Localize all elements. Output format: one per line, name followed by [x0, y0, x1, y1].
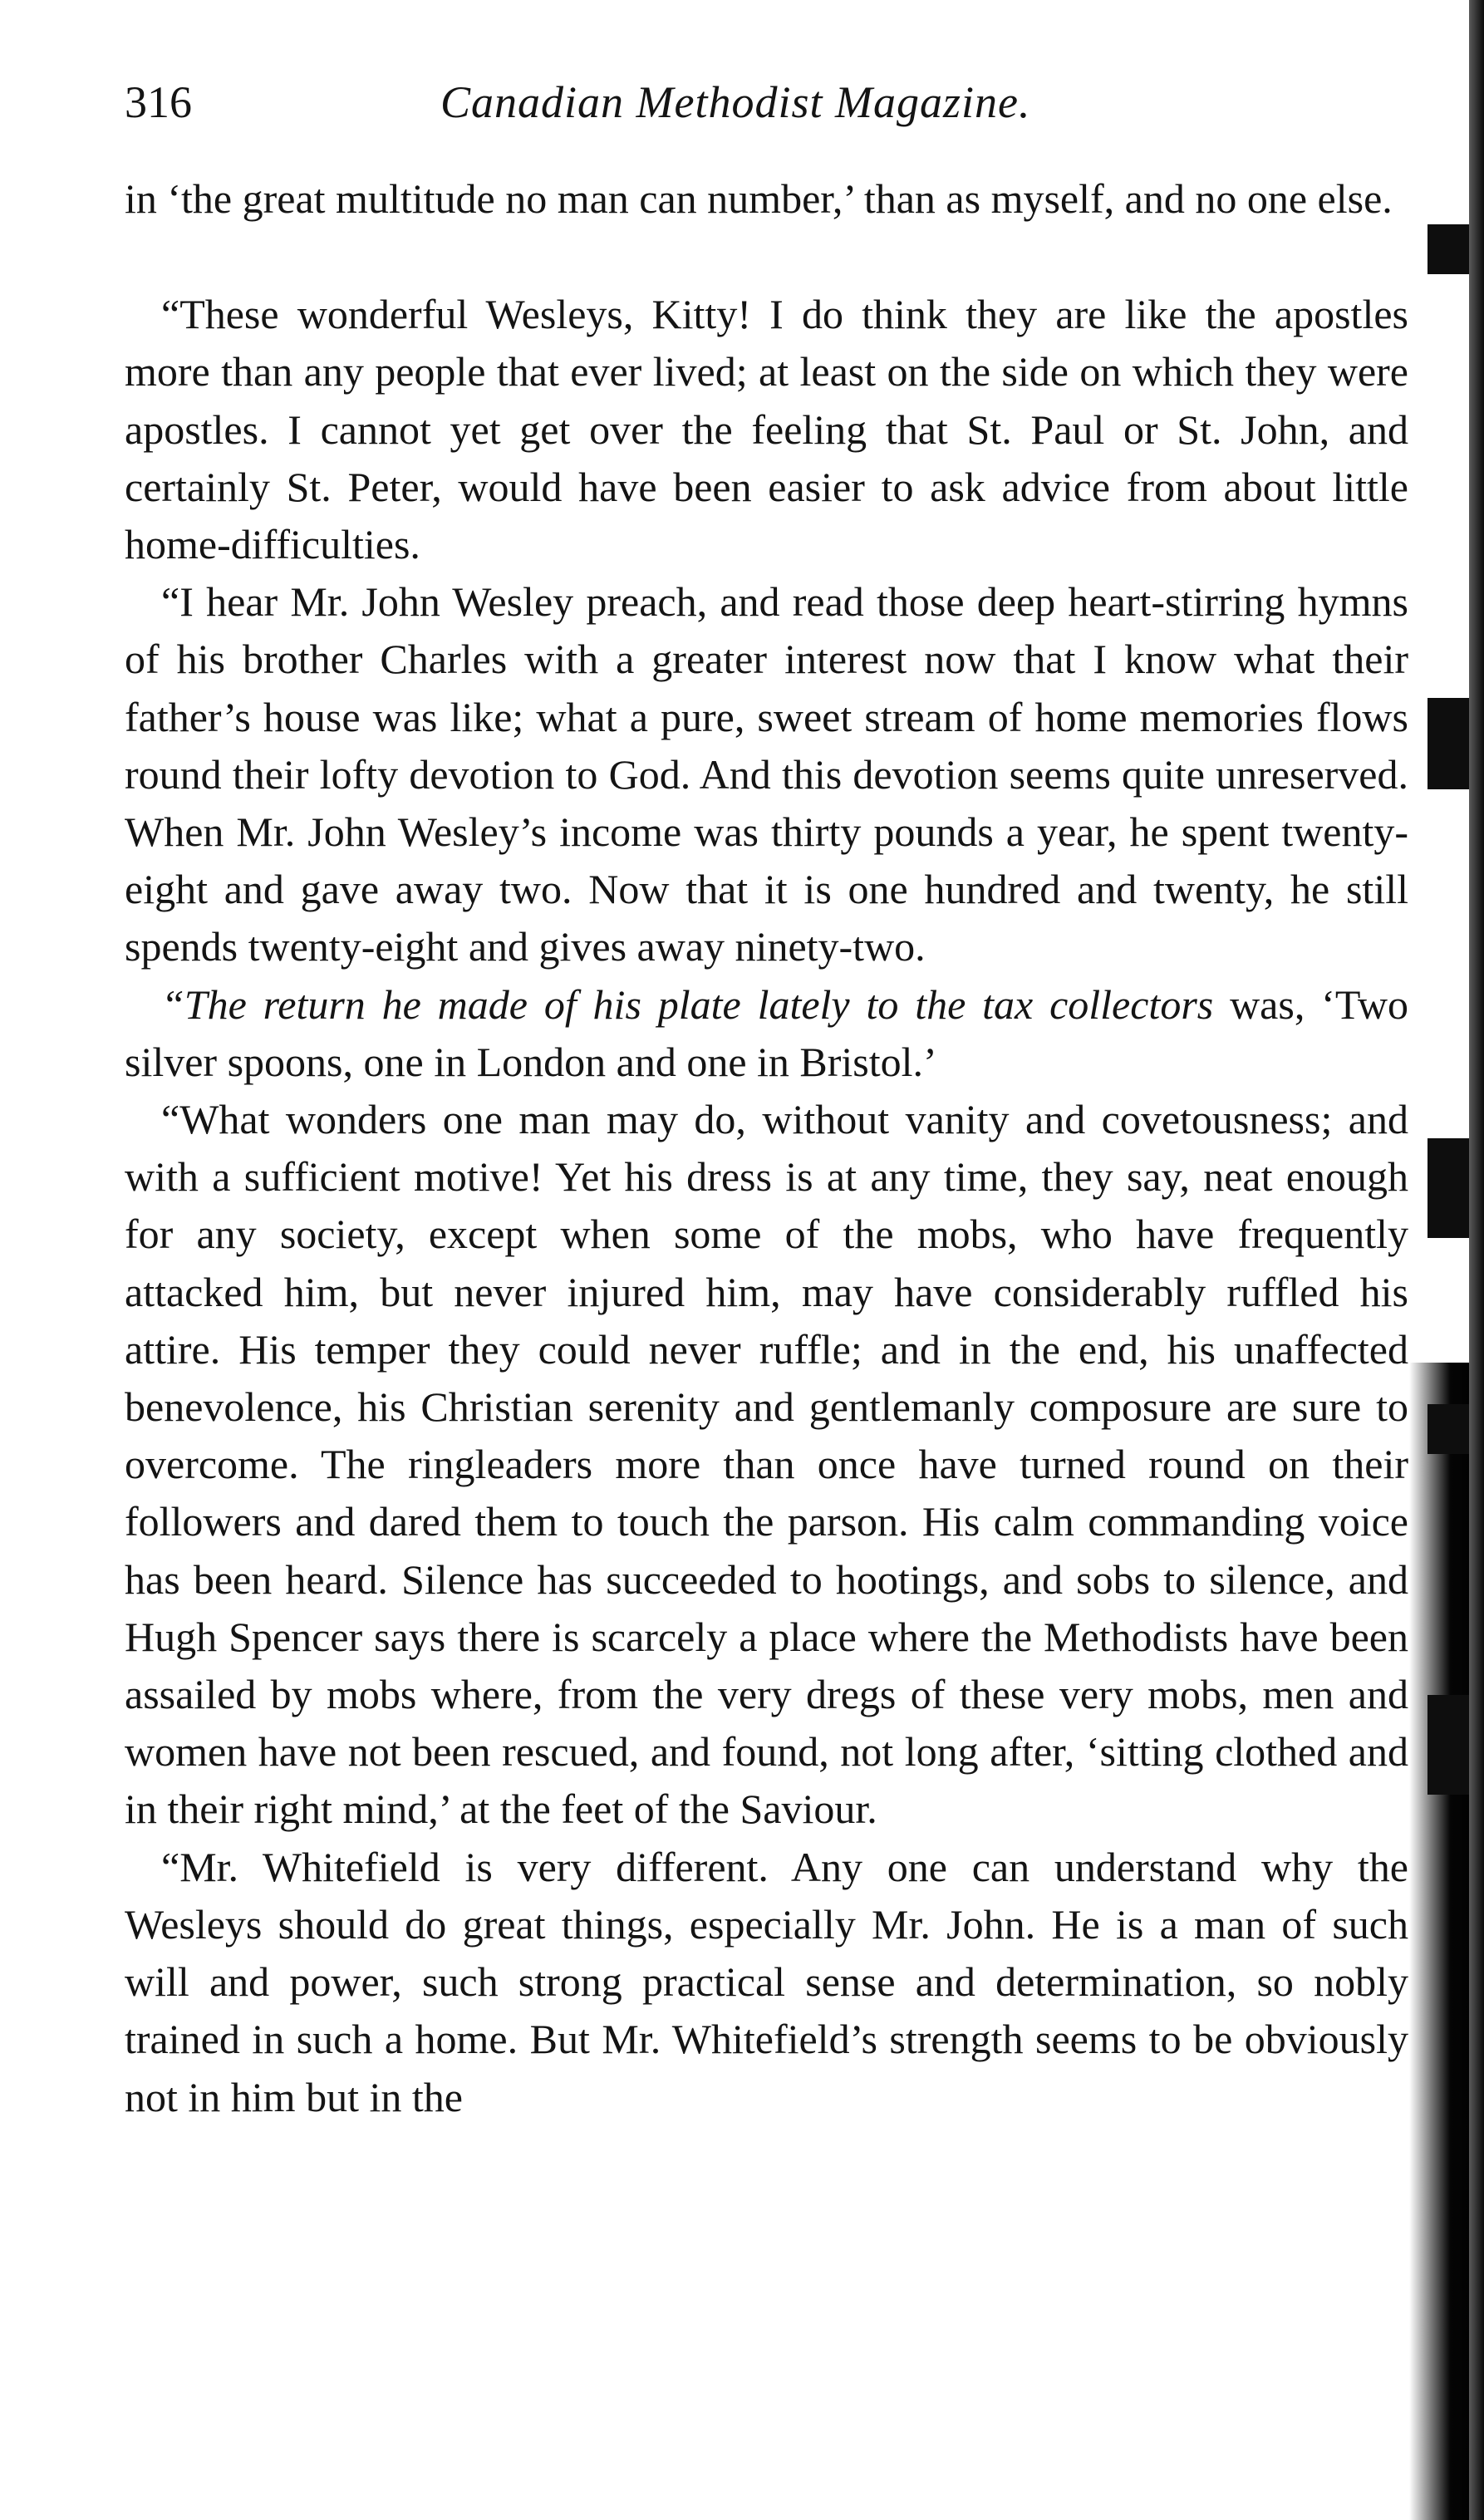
- paragraph-wesley-preach: “I hear Mr. John Wesley preach, and read those deep heart-stirring hymns of his brother Charles with a greater interest now that I know what their father’s house was like; what a pure, sweet stream of home memories flows round their lofty devotion to God. And this devotion seems quite unreserved. When Mr. John Wesley’s income was thirty pounds a year, he spent twenty-eight and gave away two. Now that it is one hundred and twenty, he still spends twenty-eight and gives away ninety-two.: [125, 578, 1408, 970]
- binding-notch: [1427, 224, 1469, 274]
- tax-return-roman: was, ‘Two silver spoons, one in London and one in Bristol.’: [125, 980, 1408, 1085]
- paragraph-gap: [125, 228, 1408, 286]
- page-header: [125, 76, 1421, 143]
- binding-notch: [1427, 1695, 1469, 1795]
- binding-notch: [1427, 698, 1469, 789]
- binding-notch: [1427, 1404, 1469, 1454]
- page-number: 316: [125, 77, 192, 127]
- paragraph-whitefield: “Mr. Whitefield is very different. Any one can understand why the Wesleys should do great things, especially Mr. John. He is a man of such will and power, such strong practical sense and determination, so nobly trained in such a home. But Mr. Whitefield’s strength seems to be obviously not in him but in the: [125, 1843, 1408, 2120]
- paragraph-wesleys-apostles: “These wonderful Wesleys, Kitty! I do think they are like the apostles more than any people that ever lived; at least on the side on which they were apostles. I cannot yet get over the feeling that St. Paul or St. John, and certainly St. Peter, would have been easier to ask advice from about little home-difficulties.: [125, 291, 1408, 568]
- tax-return-italic: “The return he made of his plate lately to the tax collectors: [161, 980, 1214, 1028]
- binding-notch: [1427, 1138, 1469, 1238]
- running-title: Canadian Methodist Magazine.: [440, 77, 1031, 127]
- binding-edge: [1469, 0, 1484, 2520]
- body-text: [125, 170, 1408, 2126]
- paragraph-continuation: in ‘the great multitude no man can number,’ than as myself, and no one else.: [125, 175, 1393, 222]
- paragraph-wonders: “What wonders one man may do, without vanity and covetousness; and with a sufficient motive! Yet his dress is at any time, they say, neat enough for any society, except when some of the mobs, who have frequently attacked him, but never injured him, may have considerably ruffled his attire. His temper they could never ruffle; and in the end, his unaffected benevolence, his Christian serenity and gentlemanly composure are sure to overcome. The ringleaders more than once have turned round on their followers and dared them to touch the parson. His calm commanding voice has been heard. Silence has succeeded to hootings, and sobs to silence, and Hugh Spencer says there is scarcely a place where the Methodists have been assailed by mobs where, from the very dregs of these very mobs, men and women have not been rescued, and found, not long after, ‘sitting clothed and in their right mind,’ at the feet of the Saviour.: [125, 1096, 1408, 1833]
- paragraph-tax-return: [125, 976, 1408, 1091]
